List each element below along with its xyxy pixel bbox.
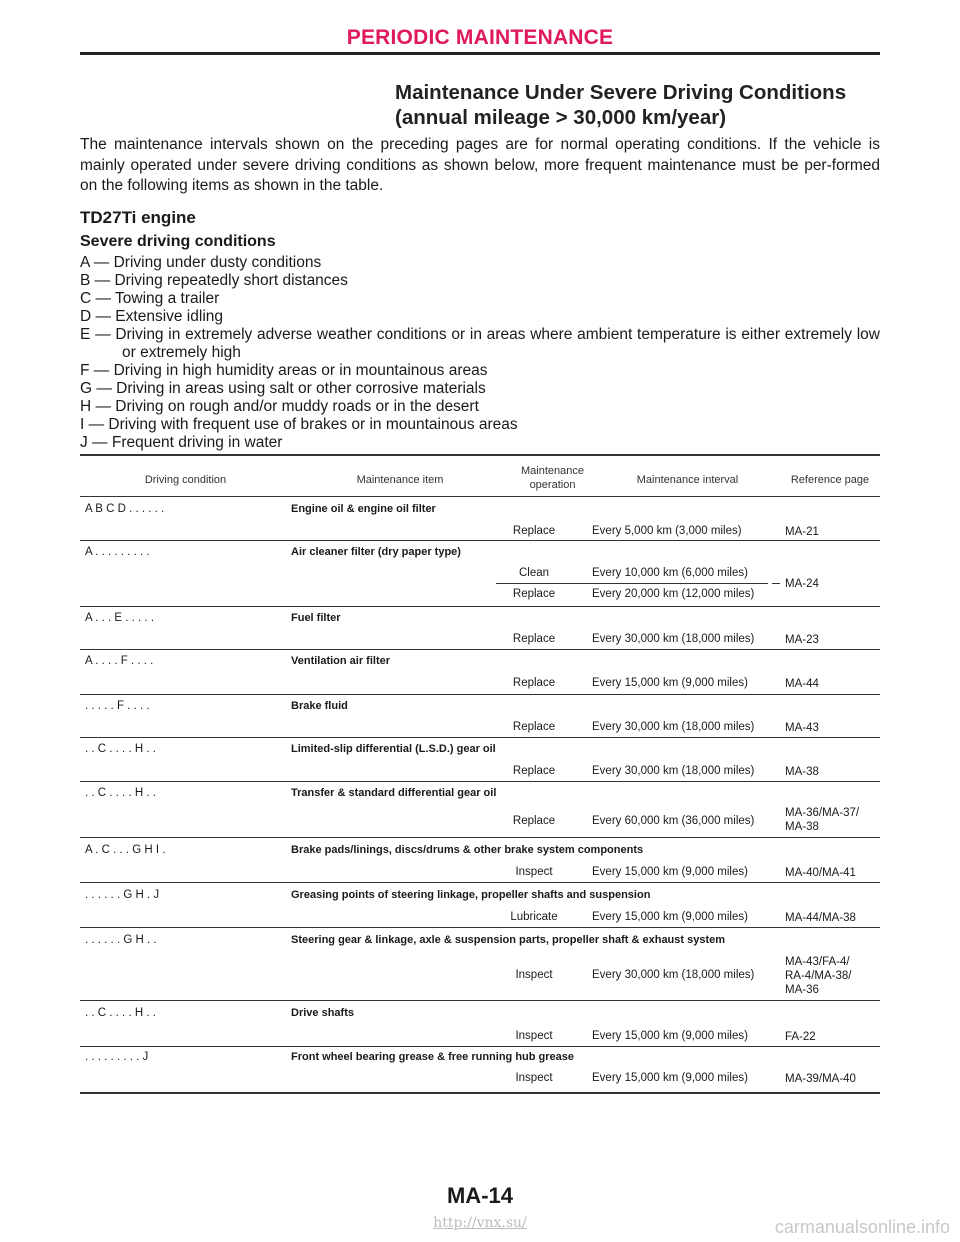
row-interval: Every 30,000 km (18,000 miles) (592, 765, 755, 777)
row-operation: Replace (512, 633, 556, 645)
condition-g: G — Driving in areas using salt or other corrosive materials (80, 380, 486, 397)
row-code: A . . . E . . . . . (85, 612, 155, 624)
header-driving-condition: Driving condition (144, 474, 227, 486)
row-operation: Lubricate (510, 911, 558, 923)
sub-row-rule (496, 583, 768, 584)
row-interval: Every 10,000 km (6,000 miles) (592, 567, 748, 579)
header-maintenance-interval: Maintenance interval (636, 474, 739, 486)
row-interval: Every 15,000 km (9,000 miles) (592, 911, 748, 923)
row-operation: Replace (512, 765, 556, 777)
row-operation: Inspect (515, 969, 553, 981)
row-interval: Every 15,000 km (9,000 miles) (592, 677, 748, 689)
row-operation: Clean (518, 567, 550, 579)
row-interval: Every 30,000 km (18,000 miles) (592, 721, 755, 733)
row-operation: Replace (512, 815, 556, 827)
row-reference: MA-43 (785, 722, 819, 734)
header-operation-line1: Maintenance (521, 465, 584, 477)
condition-c: C — Towing a trailer (80, 290, 220, 307)
condition-i: I — Driving with frequent use of brakes or in mountainous areas (80, 416, 518, 433)
header-maintenance-operation (500, 464, 605, 492)
condition-f: F — Driving in high humidity areas or in mountainous areas (80, 362, 488, 379)
row-code: A . C . . . G H I . (85, 844, 166, 856)
row-rule (80, 837, 880, 838)
row-rule (80, 927, 880, 928)
row-interval: Every 30,000 km (18,000 miles) (592, 969, 755, 981)
row-item: Air cleaner filter (dry paper type) (291, 546, 461, 558)
row-operation: Replace (512, 677, 556, 689)
conditions-list (80, 254, 880, 452)
watermark: carmanualsonline.info (774, 1217, 950, 1237)
row-code: . . . . . . G H . . (85, 934, 157, 946)
row-reference: FA-22 (785, 1031, 816, 1043)
header-maintenance-item: Maintenance item (356, 474, 444, 486)
row-code: A . . . . F . . . . (85, 655, 154, 667)
row-bracket (772, 583, 780, 584)
conditions-heading: Severe driving conditions (80, 233, 276, 250)
table-bottom-rule (80, 1092, 880, 1094)
row-code: A B C D . . . . . . (85, 503, 165, 515)
row-interval: Every 15,000 km (9,000 miles) (592, 1072, 748, 1084)
row-item: Greasing points of steering linkage, propeller shafts and suspension (291, 889, 651, 901)
row-item: Front wheel bearing grease & free running hub grease (291, 1051, 575, 1063)
row-rule (80, 781, 880, 782)
page-number: MA-14 (446, 1183, 513, 1208)
page-header (80, 26, 880, 50)
row-reference: MA-21 (785, 526, 819, 538)
condition-d: D — Extensive idling (80, 308, 224, 325)
row-rule (80, 1000, 880, 1001)
condition-b: B — Driving repeatedly short distances (80, 272, 348, 289)
row-operation: Inspect (515, 1072, 553, 1084)
row-code: . . . . . F . . . . (85, 700, 150, 712)
row-interval: Every 5,000 km (3,000 miles) (592, 525, 742, 537)
row-code: . . C . . . . H . . (85, 743, 156, 755)
row-item: Drive shafts (291, 1007, 354, 1019)
row-item: Transfer & standard differential gear oil (291, 787, 497, 799)
row-item: Steering gear & linkage, axle & suspension parts, propeller shaft & exhaust system (291, 934, 726, 946)
row-code: . . C . . . . H . . (85, 1007, 156, 1019)
row-reference: MA-36/MA-37/ MA-38 (785, 807, 860, 833)
row-item: Brake fluid (291, 700, 348, 712)
row-rule (80, 649, 880, 650)
row-rule (80, 1046, 880, 1047)
row-item: Brake pads/linings, discs/drums & other brake system components (291, 844, 644, 856)
row-code: . . C . . . . H . . (85, 787, 156, 799)
row-rule (80, 540, 880, 541)
condition-e: E — Driving in extremely adverse weather conditions or in areas where ambient temperature is either extremely low or extremely high (80, 326, 880, 361)
footer-link[interactable]: http://vnx.su/ (433, 1215, 527, 1231)
header-rule (80, 52, 880, 55)
row-interval: Every 15,000 km (9,000 miles) (592, 1030, 748, 1042)
row-reference: MA-44 (785, 678, 819, 690)
row-operation: Inspect (515, 866, 553, 878)
row-item: Engine oil & engine oil filter (291, 503, 436, 515)
header-operation-line2: operation (529, 479, 576, 491)
row-interval-2: Every 20,000 km (12,000 miles) (592, 588, 755, 600)
table-top-rule (80, 454, 880, 456)
section-title (395, 80, 846, 130)
header-title: PERIODIC MAINTENANCE (346, 26, 614, 49)
row-reference: MA-38 (785, 766, 819, 778)
row-code: . . . . . . G H . J (85, 889, 160, 901)
row-reference: MA-44/MA-38 (785, 912, 856, 924)
row-operation: Replace (512, 721, 556, 733)
row-rule (80, 737, 880, 738)
row-operation-2: Replace (512, 588, 556, 600)
condition-j: J — Frequent driving in water (80, 434, 283, 451)
row-reference: MA-23 (785, 634, 819, 646)
row-reference: MA-43/FA-4/ RA-4/MA-38/ MA-36 (785, 956, 852, 996)
row-code: . . . . . . . . . J (85, 1051, 149, 1063)
section-title-line1: Maintenance Under Severe Driving Conditions (395, 81, 847, 104)
header-reference-page: Reference page (790, 474, 870, 486)
row-rule (80, 882, 880, 883)
row-rule (80, 694, 880, 695)
header-rule-bottom (80, 496, 880, 497)
row-interval: Every 15,000 km (9,000 miles) (592, 866, 748, 878)
row-reference: MA-39/MA-40 (785, 1073, 856, 1085)
row-operation: Inspect (515, 1030, 553, 1042)
condition-a: A — Driving under dusty conditions (80, 254, 322, 271)
row-code: A . . . . . . . . . (85, 546, 150, 558)
row-reference: MA-40/MA-41 (785, 867, 856, 879)
row-interval: Every 30,000 km (18,000 miles) (592, 633, 755, 645)
row-reference: MA-24 (785, 578, 819, 590)
row-interval: Every 60,000 km (36,000 miles) (592, 815, 755, 827)
section-title-line2: (annual mileage > 30,000 km/year) (395, 106, 727, 129)
intro-paragraph: The maintenance intervals shown on the preceding pages are for normal operating conditions. If the vehicle is mainly operated under severe driving conditions as shown below, more frequent maintenance must be per-formed on the following items as shown in the table. (80, 136, 880, 194)
row-item: Limited-slip differential (L.S.D.) gear oil (291, 743, 496, 755)
condition-h: H — Driving on rough and/or muddy roads or in the desert (80, 398, 479, 415)
row-rule (80, 606, 880, 607)
row-item: Ventilation air filter (291, 655, 391, 667)
row-operation: Replace (512, 525, 556, 537)
engine-heading: TD27Ti engine (80, 208, 196, 227)
row-item: Fuel filter (291, 612, 341, 624)
